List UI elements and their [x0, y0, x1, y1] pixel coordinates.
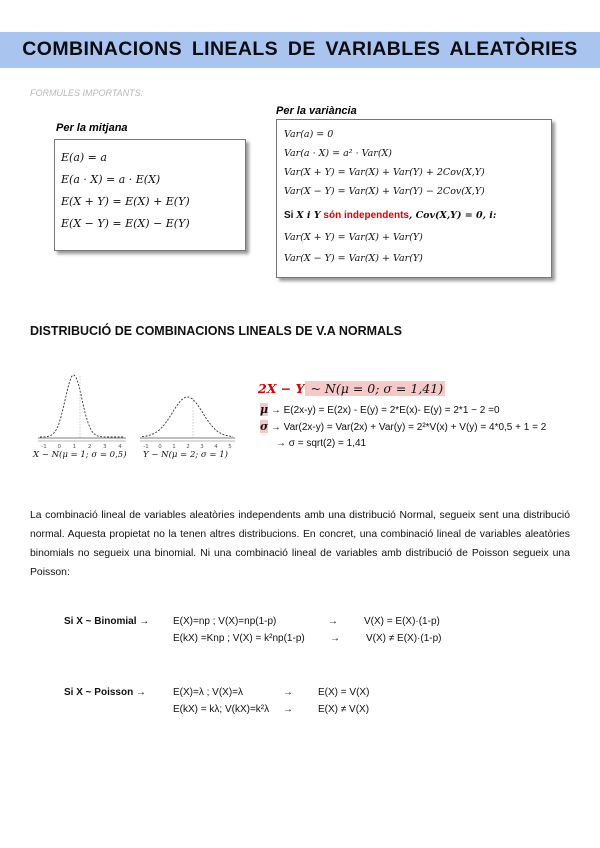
combination-expression: 2X − Y	[258, 381, 305, 396]
binomial-result-2: V(X) ≠ E(X)·(1-p)	[366, 633, 442, 644]
subtitle: FORMULES IMPORTANTS:	[30, 88, 144, 98]
right-tick-6: 5	[228, 444, 232, 450]
combination-result	[258, 380, 445, 398]
binomial-arrow-1: →	[328, 616, 338, 627]
right-tick-3: 2	[186, 444, 190, 450]
mean-formula-1: E(a) = a	[61, 151, 107, 164]
variance-formula-box	[276, 119, 552, 278]
page-title: COMBINACIONS LINEALS DE VARIABLES ALEATÒRIES	[22, 38, 578, 60]
mean-derivation	[260, 403, 500, 416]
combination-distribution: ~ N(μ = 0; σ = 1,41)	[306, 381, 444, 396]
section-title: DISTRIBUCIÓ DE COMBINACIONS LINEALS DE V.A NORMALS	[30, 324, 403, 338]
poisson-label: Si X ~ Poisson →	[64, 687, 146, 698]
sigma-symbol: σ	[260, 420, 269, 433]
binomial-line-1: E(X)=np ; V(X)=np(1-p)	[173, 616, 277, 627]
right-tick-2: 1	[172, 444, 176, 450]
variance-formula-3: Var(X + Y) = Var(X) + Var(Y) + 2Cov(X,Y)	[284, 167, 485, 178]
mean-formula-3: E(X + Y) = E(X) + E(Y)	[61, 195, 190, 208]
mu-symbol: μ	[260, 403, 269, 416]
right-normal-curve	[142, 397, 233, 437]
binomial-result-1: V(X) = E(X)·(1-p)	[364, 616, 440, 627]
right-tick-5: 4	[214, 444, 218, 450]
left-tick-5: 4	[118, 444, 122, 450]
poisson-line-2: E(kX) = kλ; V(kX)=k²λ	[173, 704, 270, 715]
independence-prefix: Si	[284, 210, 297, 221]
sqrt-derivation: → σ = sqrt(2) = 1,41	[276, 438, 367, 449]
poisson-result-2: E(X) ≠ V(X)	[318, 704, 370, 715]
variance-indep-1: Var(X + Y) = Var(X) + Var(Y)	[284, 232, 423, 243]
right-curve-caption: Y ~ N(μ = 2; σ = 1)	[143, 450, 228, 460]
variance-indep-2: Var(X − Y) = Var(X) + Var(Y)	[284, 253, 423, 264]
left-curve-caption: X ~ N(μ = 1; σ = 0,5)	[33, 450, 127, 460]
right-tick-0: -1	[143, 444, 149, 450]
binomial-arrow-2: →	[330, 633, 340, 644]
poisson-result-1: E(X) = V(X)	[318, 687, 370, 698]
left-tick-4: 3	[103, 444, 107, 450]
poisson-arrow-1: →	[283, 687, 293, 698]
right-tick-1: 0	[158, 444, 162, 450]
left-tick-3: 2	[87, 444, 92, 450]
left-tick-1: 0	[57, 444, 61, 450]
left-tick-0: -1	[41, 444, 47, 450]
variance-derivation	[260, 420, 546, 433]
explanation-paragraph: La combinació lineal de variables aleatòries independents amb una distribució Normal, segueix sent una distribució normal. Aquesta propietat no la tenen altres distribucions. En concret, una combinació lineal de variables aleatòries binomials no segueix una binomial. Ni una combinació lineal de variables amb distribució de Poisson segueix una Poisson:	[30, 510, 570, 578]
variance-formula-2: Var(a · X) = a² · Var(X)	[284, 148, 392, 159]
variance-derivation-text: → Var(2x-y) = Var(2x) + Var(y) = 2²*V(x) + V(y) = 4*0,5 + 1 = 2	[270, 422, 547, 433]
normal-distributions-figure	[30, 368, 270, 462]
poisson-arrow-2: →	[283, 704, 293, 715]
mean-formula-box	[54, 139, 246, 251]
left-tick-2: 1	[72, 444, 77, 450]
variance-formula-4: Var(X − Y) = Var(X) + Var(Y) − 2Cov(X,Y)	[284, 186, 485, 197]
independence-highlight: són independents	[320, 210, 409, 221]
poisson-line-1: E(X)=λ ; V(X)=λ	[173, 687, 244, 698]
independence-note	[284, 210, 496, 221]
independence-cov: , Cov(X,Y) = 0, i:	[408, 210, 497, 221]
binomial-label: Si X ~ Binomial →	[64, 616, 150, 627]
variance-box-label: Per la variància	[276, 105, 357, 117]
binomial-line-2: E(kX) =Knp ; V(X) = k²np(1-p)	[173, 633, 305, 644]
variance-formula-1: Var(a) = 0	[284, 129, 334, 140]
mean-formula-4: E(X − Y) = E(X) − E(Y)	[61, 217, 190, 230]
mean-box-label: Per la mitjana	[56, 122, 128, 134]
mean-formula-2: E(a · X) = a · E(X)	[61, 173, 161, 186]
independence-vars: X i Y	[296, 210, 321, 221]
right-tick-4: 3	[200, 444, 204, 450]
left-normal-curve	[40, 375, 124, 437]
mean-derivation-text: → E(2x-y) = E(2x) - E(y) = 2*E(x)- E(y) = 2*1 − 2 =0	[270, 405, 500, 416]
